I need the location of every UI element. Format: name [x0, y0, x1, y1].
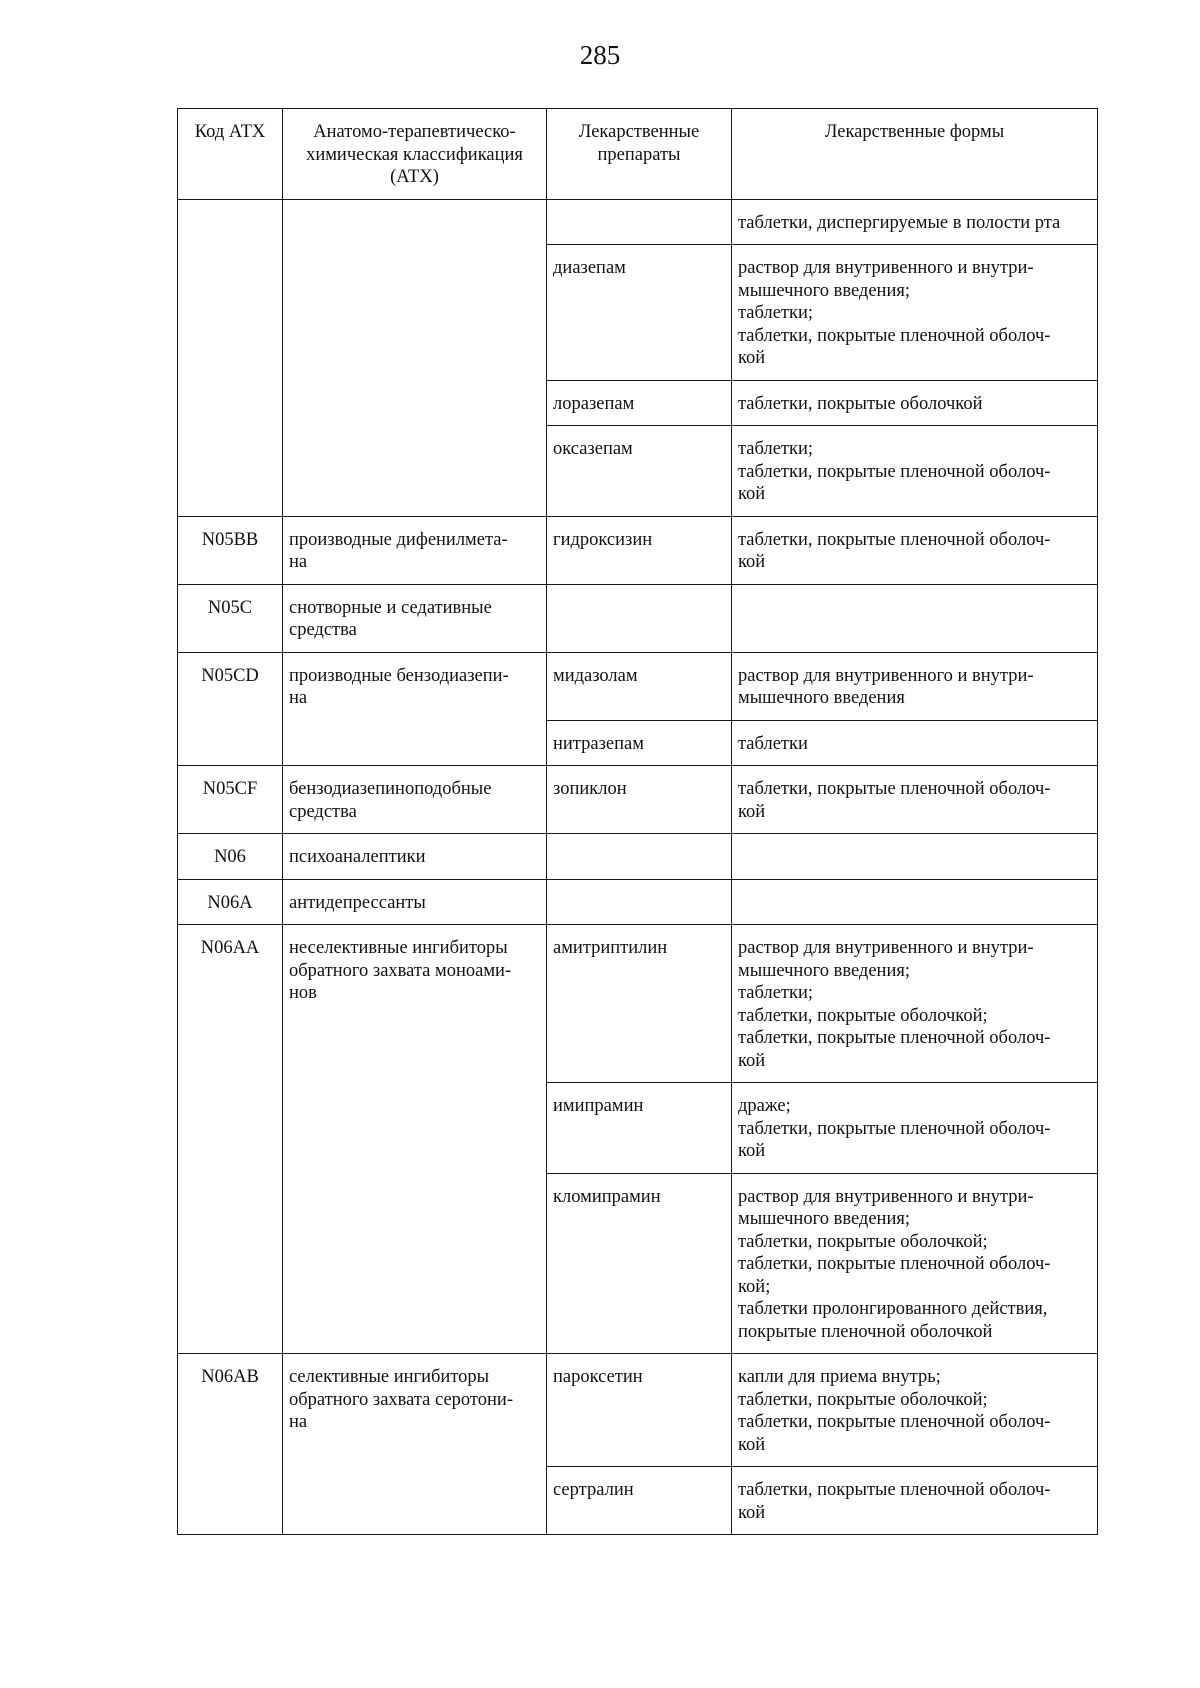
- drug-name-cell: зопиклон: [547, 766, 732, 834]
- dosage-forms-cell: [732, 652, 1098, 720]
- dosage-form-line: таблетки, покрытые оболочкой: [738, 393, 983, 414]
- drug-name-cell: имипрамин: [547, 1083, 732, 1174]
- atc-classification-cell: [283, 516, 547, 584]
- header-drugs-line: Лекарственные: [578, 122, 700, 142]
- table-row: [178, 652, 1098, 720]
- atc-code-cell: N06AB: [178, 1354, 283, 1535]
- header-classification-line: химическая классификация: [306, 144, 523, 165]
- dosage-form-line: капли для приема внутрь;: [738, 1367, 941, 1387]
- table-row: [178, 584, 1098, 652]
- dosage-forms-cell: [732, 766, 1098, 834]
- dosage-form-line: таблетки, покрытые оболочкой;: [738, 1389, 988, 1410]
- header-drugs-line: препараты: [597, 144, 681, 165]
- dosage-forms-cell: [732, 245, 1098, 381]
- atc-classification-cell: [283, 1354, 547, 1535]
- dosage-forms-cell: [732, 516, 1098, 584]
- dosage-forms-cell: [732, 426, 1098, 517]
- dosage-forms-cell: [732, 1467, 1098, 1535]
- dosage-forms-cell: [732, 1083, 1098, 1174]
- atc-code-cell: N05CF: [178, 766, 283, 834]
- atc-classification-cell: [283, 925, 547, 1354]
- table-body: [178, 199, 1098, 1535]
- dosage-form-line: таблетки, покрытые пленочной оболоч-: [738, 1412, 1051, 1432]
- dosage-form-line: таблетки, покрытые пленочной оболоч-: [738, 1254, 1051, 1274]
- classification-line: на: [289, 688, 308, 708]
- dosage-form-line: мышечного введения;: [738, 1209, 910, 1229]
- dosage-form-line: кой: [738, 1141, 766, 1161]
- classification-line: обратного захвата серотони-: [289, 1389, 513, 1410]
- table-row: [178, 879, 1098, 925]
- table-row: [178, 834, 1098, 880]
- drug-name-cell: [547, 584, 732, 652]
- atc-code-cell: N05BB: [178, 516, 283, 584]
- dosage-forms-cell: [732, 925, 1098, 1083]
- dosage-form-line: кой: [738, 348, 766, 368]
- classification-line: на: [289, 1412, 308, 1432]
- classification-line: психоаналептики: [289, 847, 426, 867]
- atc-code-cell: [178, 199, 283, 516]
- drug-name-cell: [547, 879, 732, 925]
- dosage-form-line: кой;: [738, 1276, 771, 1297]
- dosage-forms-cell: [732, 834, 1098, 880]
- dosage-forms-cell: [732, 199, 1098, 245]
- table-row: [178, 516, 1098, 584]
- atc-classification-cell: [283, 834, 547, 880]
- classification-line: антидепрессанты: [289, 892, 426, 913]
- header-drugs: [547, 109, 732, 200]
- dosage-form-line: таблетки, покрытые пленочной оболоч-: [738, 529, 1051, 550]
- dosage-form-line: кой: [738, 1502, 766, 1523]
- drug-name-cell: оксазепам: [547, 426, 732, 517]
- classification-line: обратного захвата моноами-: [289, 960, 512, 981]
- dosage-form-line: мышечного введения;: [738, 280, 910, 301]
- classification-line: на: [289, 552, 308, 572]
- header-code: Код АТХ: [178, 109, 283, 200]
- dosage-form-line: таблетки, покрытые оболочкой;: [738, 1231, 988, 1252]
- table-header-row: [178, 109, 1098, 200]
- drug-name-cell: диазепам: [547, 245, 732, 381]
- dosage-form-line: таблетки, покрытые пленочной оболоч-: [738, 461, 1051, 482]
- classification-line: нов: [289, 983, 317, 1003]
- dosage-form-line: покрытые пленочной оболочкой: [738, 1321, 993, 1342]
- dosage-forms-cell: [732, 1354, 1098, 1467]
- classification-line: снотворные и седативные: [289, 597, 492, 618]
- dosage-form-line: таблетки, покрытые пленочной оболоч-: [738, 779, 1051, 799]
- classification-line: средства: [289, 620, 357, 640]
- dosage-form-line: мышечного введения: [738, 688, 905, 708]
- dosage-form-line: раствор для внутривенного и внутри-: [738, 1186, 1034, 1207]
- dosage-form-line: таблетки;: [738, 439, 814, 459]
- drug-name-cell: кломипрамин: [547, 1173, 732, 1354]
- drug-name-cell: гидроксизин: [547, 516, 732, 584]
- dosage-form-line: таблетки, покрытые пленочной оболоч-: [738, 1480, 1051, 1500]
- dosage-forms-cell: [732, 584, 1098, 652]
- atc-classification-cell: [283, 199, 547, 516]
- dosage-form-line: кой: [738, 1434, 766, 1455]
- dosage-form-line: кой: [738, 1050, 766, 1071]
- dosage-form-line: раствор для внутривенного и внутри-: [738, 665, 1034, 686]
- header-forms: Лекарственные формы: [732, 109, 1098, 200]
- dosage-forms-cell: [732, 1173, 1098, 1354]
- classification-line: селективные ингибиторы: [289, 1367, 490, 1387]
- dosage-form-line: таблетки пролонгированного действия,: [738, 1299, 1048, 1319]
- drug-name-cell: мидазолам: [547, 652, 732, 720]
- classification-line: неселективные ингибиторы: [289, 938, 508, 958]
- atc-classification-cell: [283, 879, 547, 925]
- drug-name-cell: сертралин: [547, 1467, 732, 1535]
- atc-code-cell: N06AA: [178, 925, 283, 1354]
- atc-classification-cell: [283, 766, 547, 834]
- atc-code-cell: N06: [178, 834, 283, 880]
- atc-code-cell: N06A: [178, 879, 283, 925]
- atc-classification-cell: [283, 584, 547, 652]
- table-row: [178, 1354, 1098, 1467]
- classification-line: производные дифенилмета-: [289, 529, 508, 550]
- table-row: [178, 766, 1098, 834]
- drug-name-cell: амитриптилин: [547, 925, 732, 1083]
- table-row: [178, 925, 1098, 1083]
- dosage-form-line: таблетки, покрытые пленочной оболоч-: [738, 1028, 1051, 1048]
- dosage-form-line: таблетки, покрытые пленочной оболоч-: [738, 325, 1051, 346]
- dosage-form-line: таблетки;: [738, 303, 814, 323]
- atc-code-cell: N05C: [178, 584, 283, 652]
- drug-name-cell: нитразепам: [547, 720, 732, 766]
- dosage-form-line: таблетки, покрытые оболочкой;: [738, 1005, 988, 1026]
- page-number: 285: [579, 40, 621, 70]
- dosage-form-line: кой: [738, 484, 766, 504]
- atc-classification-cell: [283, 652, 547, 766]
- drug-name-cell: [547, 199, 732, 245]
- dosage-form-line: кой: [738, 552, 766, 572]
- dosage-form-line: таблетки, диспергируемые в полости рта: [738, 212, 1061, 233]
- atc-drug-table: [177, 108, 1098, 1535]
- dosage-form-line: раствор для внутривенного и внутри-: [738, 258, 1034, 278]
- header-classification-line: (АТХ): [390, 167, 439, 187]
- classification-line: средства: [289, 801, 357, 822]
- dosage-forms-cell: [732, 720, 1098, 766]
- dosage-form-line: таблетки: [738, 733, 808, 754]
- dosage-forms-cell: [732, 380, 1098, 426]
- classification-line: производные бензодиазепи-: [289, 665, 509, 686]
- drug-name-cell: пароксетин: [547, 1354, 732, 1467]
- dosage-form-line: кой: [738, 801, 766, 822]
- dosage-forms-cell: [732, 879, 1098, 925]
- dosage-form-line: драже;: [738, 1096, 791, 1116]
- atc-code-cell: N05CD: [178, 652, 283, 766]
- dosage-form-line: таблетки, покрытые пленочной оболоч-: [738, 1118, 1051, 1139]
- drug-name-cell: лоразепам: [547, 380, 732, 426]
- classification-line: бензодиазепиноподобные: [289, 779, 492, 799]
- table-row: [178, 199, 1098, 245]
- dosage-form-line: раствор для внутривенного и внутри-: [738, 938, 1034, 958]
- header-classification-line: Анатомо-терапевтическо-: [313, 122, 516, 142]
- header-classification: [283, 109, 547, 200]
- dosage-form-line: таблетки;: [738, 983, 814, 1003]
- dosage-form-line: мышечного введения;: [738, 960, 910, 981]
- drug-name-cell: [547, 834, 732, 880]
